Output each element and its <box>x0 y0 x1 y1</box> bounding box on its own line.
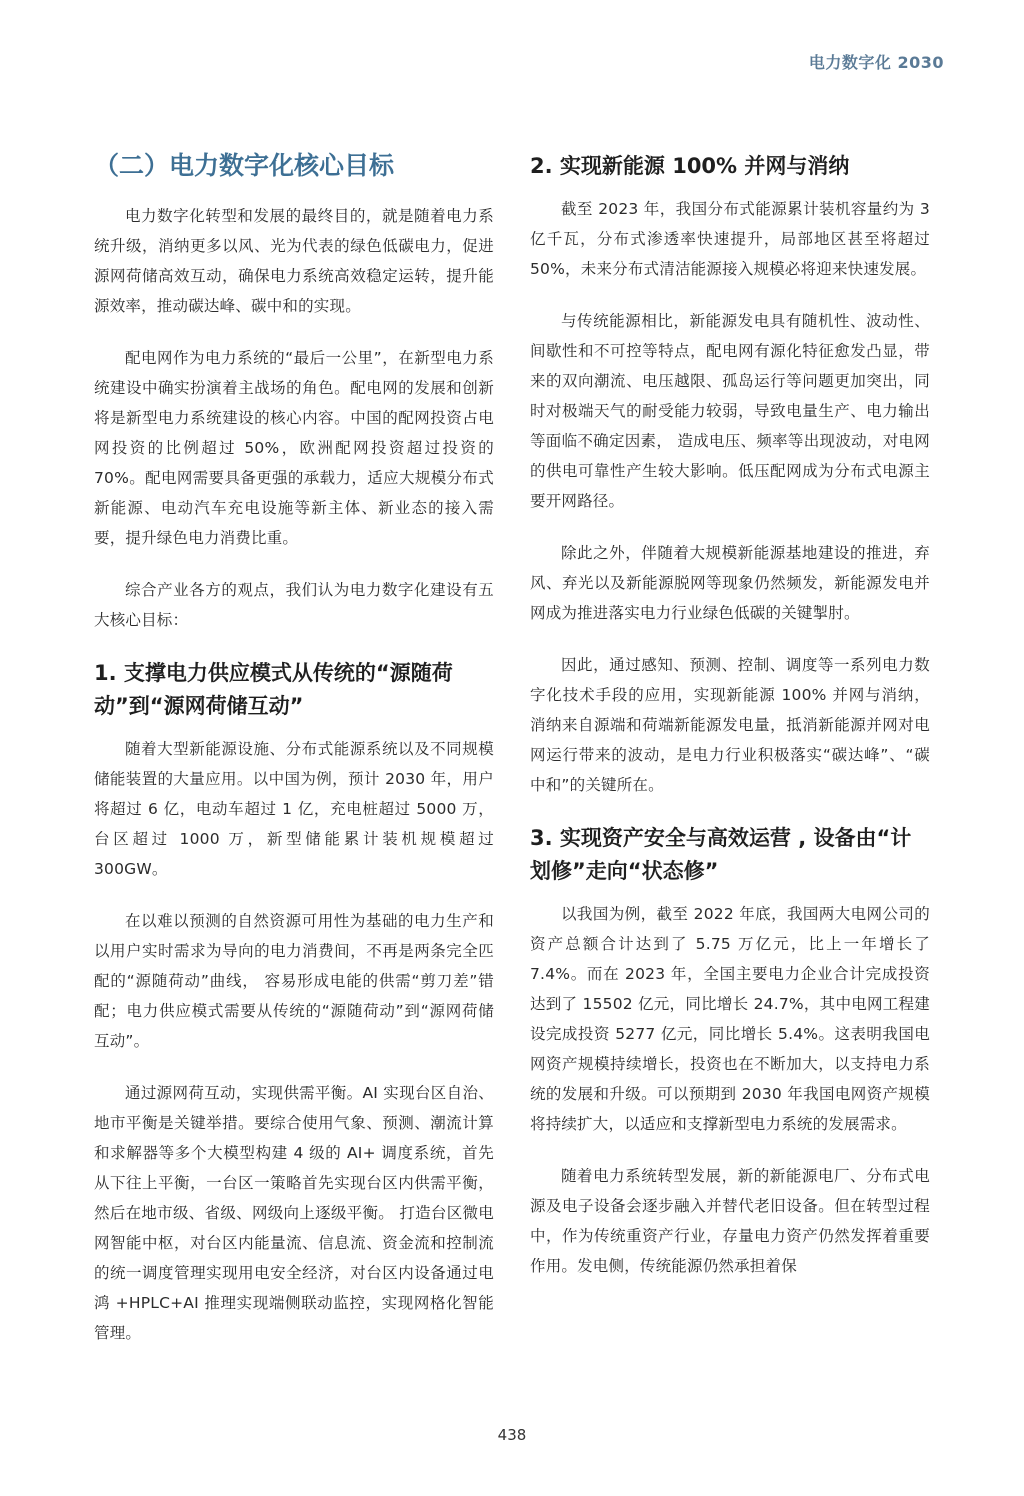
paragraph: 因此，通过感知、预测、控制、调度等一系列电力数字化技术手段的应用，实现新能源 100% 并网与消纳，消纳来自源端和荷端新能源发电量，抵消新能源并网对电网运行带来的波动，是电力行业积极落实“碳达峰”、“碳中和”的关键所在。 <box>530 655 930 794</box>
paragraph: 与传统能源相比，新能源发电具有随机性、波动性、间歇性和不可控等特点，配电网有源化特征愈发凸显，带来的双向潮流、电压越限、孤岛运行等问题更加突出，同时对极端天气的耐受能力较弱，导致电量生产、电力输出等面临不确定因素， 造成电压、频率等出现波动，对电网的供电可靠性产生较大影响。低压配网成为分布式电源主要开网路径。 <box>530 311 930 510</box>
paragraph: 随着电力系统转型发展，新的新能源电厂、分布式电源及电子设备会逐步融入并替代老旧设备。但在转型过程中，作为传统重资产行业，存量电力资产仍然发挥着重要作用。发电侧，传统能源仍然承担着保 <box>530 1166 930 1275</box>
paragraph: 通过源网荷互动，实现供需平衡。AI 实现台区自治、地市平衡是关键举措。要综合使用气象、预测、潮流计算和求解器等多个大模型构建 4 级的 AI+ 调度系统，首先从下往上平衡，一台区一策略首先实现台区内供需平衡，然后在地市级、省级、网级向上逐级平衡。 打造台区微电网智能中枢，对台区内能量流、信息流、资金流和控制流的统一调度管理实现用电安全经济，对台区内设备通过电鸿 +HPLC+AI 推理实现端侧联动监控，实现网格化智能管理。 <box>94 1083 494 1342</box>
section-title: （二）电力数字化核心目标 <box>94 151 395 180</box>
subsection-title-3: 3. 实现资产安全与高效运营 , 设备由“计划修”走向“状态修” <box>530 825 912 884</box>
page-number: 438 <box>497 1426 527 1444</box>
paragraph: 截至 2023 年，我国分布式能源累计装机容量约为 3 亿千瓦，分布式渗透率快速提升，局部地区甚至将超过 50%，未来分布式清洁能源接入规模必将迎来快速发展。 <box>530 199 930 278</box>
running-header: 电力数字化 2030 <box>808 53 944 72</box>
paragraph: 综合产业各方的观点，我们认为电力数字化建设有五大核心目标： <box>94 580 494 629</box>
paragraph: 以我国为例，截至 2022 年底，我国两大电网公司的资产总额合计达到了 5.75 万亿元，比上一年增长了 7.4%。而在 2023 年，全国主要电力企业合计完成投资达到了 15502 亿元，同比增长 24.7%，其中电网工程建设完成投资 5277 亿元，同比增长 5.4%。这表明我国电网资产规模持续增长，投资也在不断加大，以支持电力系统的发展和升级。可以预期到 2030 年我国电网资产规模将持续扩大，以适应和支撑新型电力系统的发展需求。 <box>530 904 930 1133</box>
right-column <box>530 150 930 1303</box>
paragraph: 在以难以预测的自然资源可用性为基础的电力生产和以用户实时需求为导向的电力消费间，不再是两条完全匹配的“源随荷动”曲线， 容易形成电能的供需“剪刀差”错配；电力供应模式需要从传统的“源随荷动”到“源网荷储互动”。 <box>94 911 494 1050</box>
paragraph: 除此之外，伴随着大规模新能源基地建设的推进，弃风、弃光以及新能源脱网等现象仍然频发，新能源发电并网成为推进落实电力行业绿色低碳的关键掣肘。 <box>530 543 930 622</box>
subsection-title-2: 2. 实现新能源 100% 并网与消纳 <box>530 154 850 178</box>
paragraph: 随着大型新能源设施、分布式能源系统以及不同规模储能装置的大量应用。以中国为例，预计 2030 年，用户将超过 6 亿，电动车超过 1 亿，充电桩超过 5000 万，台区超过 1000 万，新型储能累计装机规模超过 300GW。 <box>94 739 494 878</box>
subsection-title-1: 1. 支撑电力供应模式从传统的“源随荷动”到“源网荷储互动” <box>94 660 453 719</box>
paragraph: 配电网作为电力系统的“最后一公里”，在新型电力系统建设中确实扮演着主战场的角色。配电网的发展和创新将是新型电力系统建设的核心内容。中国的配网投资占电网投资的比例超过 50%，欧洲配网投资超过投资的70%。配电网需要具备更强的承载力，适应大规模分布式新能源、电动汽车充电设施等新主体、新业态的接入需要，提升绿色电力消费比重。 <box>94 348 494 547</box>
paragraph: 电力数字化转型和发展的最终目的，就是随着电力系统升级，消纳更多以风、光为代表的绿色低碳电力，促进源网荷储高效互动，确保电力系统高效稳定运转，提升能源效率，推动碳达峰、碳中和的实现。 <box>94 206 494 315</box>
left-column <box>94 150 494 1370</box>
